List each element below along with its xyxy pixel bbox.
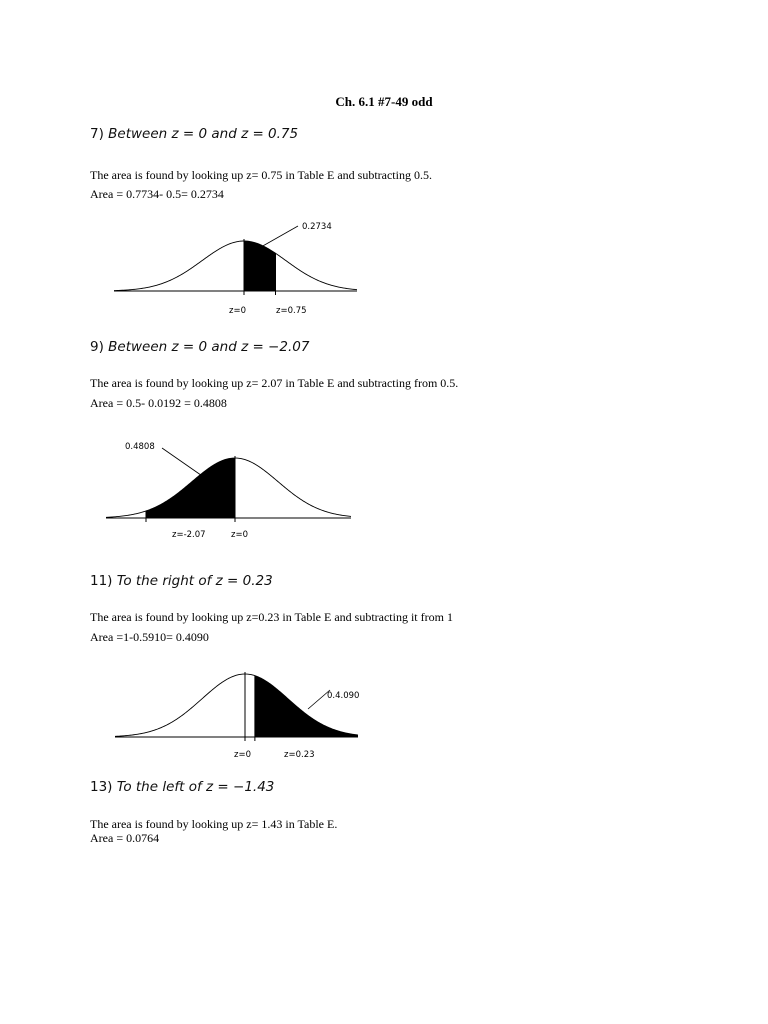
- problem-number: 13): [90, 779, 113, 795]
- problem-9-leader-line: [162, 448, 208, 480]
- problem-11-area: Area =1-0.5910= 0.4090: [90, 630, 209, 644]
- problem-7-area: Area = 0.7734- 0.5= 0.2734: [90, 187, 224, 201]
- problem-11-heading: [90, 573, 273, 589]
- problem-7-leader-line: [261, 226, 298, 247]
- problem-7-tick-label-right: z=0.75: [276, 306, 307, 316]
- problem-11-explanation: The area is found by looking up z=0.23 in Table E and subtracting it from 1: [90, 610, 453, 624]
- problem-13-heading: [90, 779, 274, 795]
- problem-7-area-label: 0.2734: [302, 222, 332, 232]
- problem-7-explanation: The area is found by looking up z= 0.75 in Table E and subtracting 0.5.: [90, 168, 432, 182]
- problem-11-tick-label-right: z=0.23: [284, 750, 315, 760]
- problem-7-normal-curve: [0, 215, 768, 320]
- problem-9-normal-curve: [0, 437, 768, 542]
- problem-9-tick-label-left: z=-2.07: [172, 530, 206, 540]
- problem-11-area-label: 0.4.090: [327, 691, 360, 701]
- problem-heading-text: Between z = 0 and z = −2.07: [108, 339, 310, 355]
- problem-number: 11): [90, 573, 113, 589]
- problem-13-explanation: The area is found by looking up z= 1.43 in Table E.: [90, 817, 338, 831]
- problem-9-area-label: 0.4808: [125, 442, 155, 452]
- page-title: Ch. 6.1 #7-49 odd: [335, 94, 433, 109]
- problem-11-normal-curve: [0, 665, 768, 770]
- problem-7-shaded-region: [244, 241, 276, 291]
- problem-7-heading: [90, 126, 298, 142]
- problem-9-tick-label-right: z=0: [231, 530, 248, 540]
- problem-number: 9): [90, 339, 104, 355]
- problem-number: 7): [90, 126, 104, 142]
- problem-heading-text: Between z = 0 and z = 0.75: [108, 126, 299, 142]
- problem-7-tick-label-left: z=0: [229, 306, 246, 316]
- problem-heading-text: To the right of z = 0.23: [116, 573, 273, 589]
- problem-heading-text: To the left of z = −1.43: [116, 779, 275, 795]
- problem-9-shaded-region: [146, 458, 235, 518]
- problem-11-shaded-region: [255, 676, 358, 737]
- problem-9-area: Area = 0.5- 0.0192 = 0.4808: [90, 396, 227, 410]
- problem-7-curve-line: [114, 241, 357, 291]
- problem-9-explanation: The area is found by looking up z= 2.07 in Table E and subtracting from 0.5.: [90, 376, 459, 390]
- problem-9-heading: [90, 339, 309, 355]
- problem-13-area: Area = 0.0764: [90, 831, 160, 845]
- problem-11-tick-label-left: z=0: [234, 750, 251, 760]
